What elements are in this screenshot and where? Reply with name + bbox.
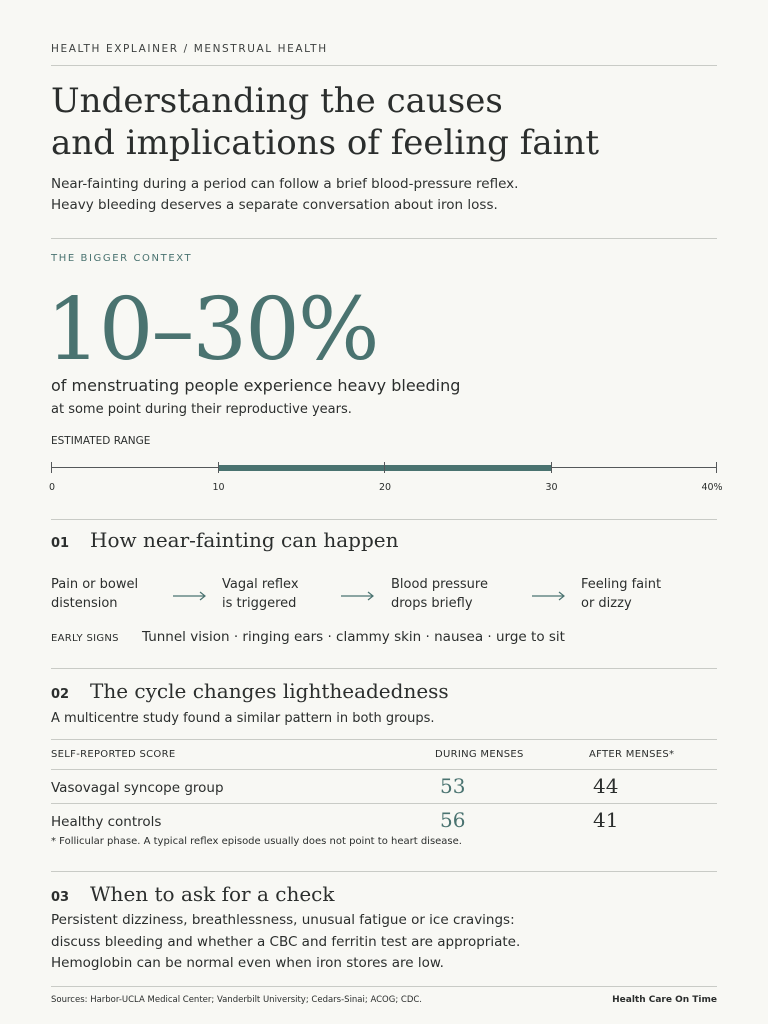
section2-heading	[51, 679, 449, 703]
table-row-label: Healthy controls	[51, 814, 162, 830]
section3-divider	[51, 871, 717, 872]
section1-title: How near-fainting can happen	[90, 528, 399, 552]
context-divider	[51, 238, 717, 239]
flow-step-line-1: Blood pressure	[391, 577, 488, 592]
flow-step-line-1: Pain or bowel	[51, 577, 139, 592]
dek-line-1: Near-fainting during a period can follow a brief blood-pressure reflex.	[51, 176, 519, 192]
flow-step-line-2: distension	[51, 596, 118, 611]
table-row-rule	[51, 803, 717, 804]
section2-intro: A multicentre study found a similar pattern in both groups.	[51, 711, 435, 726]
page-title-line-2: and implications of feeling faint	[51, 123, 600, 163]
range-tick	[716, 462, 717, 473]
arrow-right-icon	[341, 591, 375, 601]
table-row-label: Vasovagal syncope group	[51, 780, 224, 796]
range-tick	[51, 462, 52, 473]
arrow-right-icon	[532, 591, 566, 601]
big-stat-caption: of menstruating people experience heavy bleeding	[51, 376, 461, 395]
table-header-label: SELF-REPORTED SCORE	[51, 749, 176, 760]
early-signs-list: Tunnel vision · ringing ears · clammy skin · nausea · urge to sit	[142, 629, 565, 645]
range-scale	[48, 460, 723, 494]
table-header-after: AFTER MENSES*	[589, 749, 675, 760]
table-header-rule	[51, 769, 717, 770]
flow-step-line-1: Feeling faint	[581, 577, 662, 592]
context-label: THE BIGGER CONTEXT	[51, 253, 193, 264]
range-label: ESTIMATED RANGE	[51, 435, 151, 447]
sources: Sources: Harbor-UCLA Medical Center; Vanderbilt University; Cedars-Sinai; ACOG; CDC.	[51, 995, 423, 1005]
section3-heading	[51, 882, 335, 906]
header-divider	[51, 65, 717, 66]
section2-divider	[51, 668, 717, 669]
table-cell-after: 41	[593, 808, 619, 832]
dek-line-2: Heavy bleeding deserves a separate conversation about iron loss.	[51, 197, 498, 213]
section3-line: discuss bleeding and whether a CBC and ferritin test are appropriate.	[51, 933, 521, 950]
table-footnote: * Follicular phase. A typical reflex episode usually does not point to heart disease.	[51, 836, 462, 847]
section3-line: Hemoglobin can be normal even when iron stores are low.	[51, 955, 444, 971]
range-tick-label: 10	[212, 482, 225, 493]
early-signs	[51, 629, 565, 645]
flow-step-line-2: is triggered	[222, 596, 297, 611]
flow-step	[391, 575, 488, 613]
flow-step-line-2: drops briefly	[391, 596, 473, 611]
table-cell-during: 56	[440, 808, 466, 832]
range-tick-label: 40%	[701, 482, 723, 493]
big-stat: 10–30%	[46, 280, 378, 380]
page-title-line-1: Understanding the causes	[51, 81, 503, 121]
range-tick-label: 20	[378, 482, 392, 493]
table-cell-during: 53	[440, 774, 466, 798]
range-tick-label: 0	[48, 482, 56, 493]
section-kicker: HEALTH EXPLAINER / MENSTRUAL HEALTH	[51, 43, 328, 55]
brand-name: Health Care On Time	[612, 995, 717, 1005]
page-title	[51, 80, 731, 164]
section3-title: When to ask for a check	[90, 882, 335, 906]
range-tick	[218, 462, 219, 473]
section3-body	[51, 910, 711, 975]
table-cell-after: 44	[593, 774, 619, 798]
section3-number: 03	[51, 890, 70, 905]
range-tick-label: 30	[545, 482, 558, 493]
section2-number: 02	[51, 687, 70, 702]
flow-step	[581, 575, 661, 613]
section1-heading	[51, 528, 399, 552]
arrow-right-icon	[173, 591, 207, 601]
range-tick	[384, 462, 385, 473]
range-tick	[551, 462, 552, 473]
dek	[51, 174, 711, 216]
section1-divider	[51, 519, 717, 520]
section2-title: The cycle changes lightheadedness	[90, 679, 449, 703]
table-top-rule	[51, 739, 717, 740]
table-header-during: DURING MENSES	[435, 749, 524, 760]
big-stat-subcaption: at some point during their reproductive years.	[51, 402, 352, 417]
early-signs-label: EARLY SIGNS	[51, 633, 119, 644]
section1-number: 01	[51, 536, 70, 551]
flow-step	[222, 575, 299, 613]
section3-line: Persistent dizziness, breathlessness, unusual fatigue or ice cravings:	[51, 912, 515, 928]
footer-divider	[51, 986, 717, 987]
reflex-flow	[51, 575, 717, 619]
flow-step-line-1: Vagal reflex	[222, 577, 299, 592]
flow-step	[51, 575, 138, 613]
flow-step-line-2: or dizzy	[581, 596, 632, 611]
